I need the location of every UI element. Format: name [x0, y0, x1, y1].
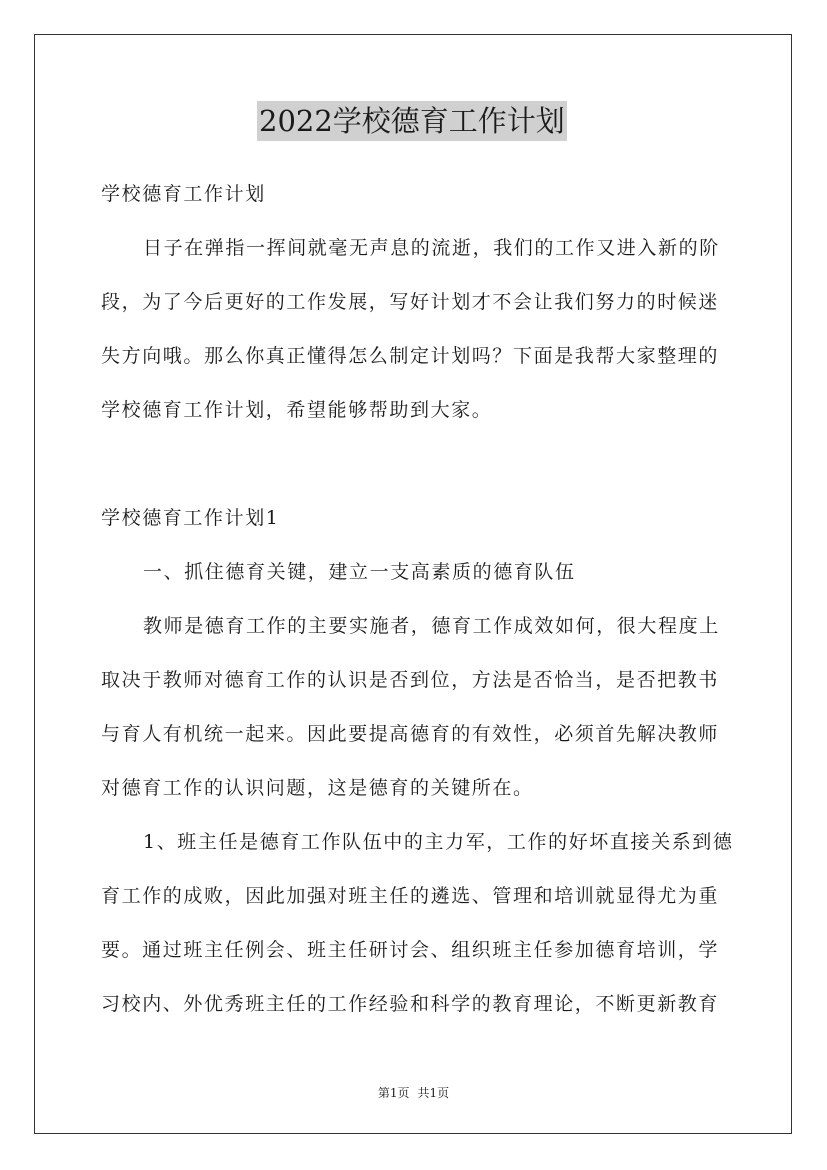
section-heading: 学校德育工作计划1 [101, 507, 280, 529]
page-number: 第1页 [377, 1086, 410, 1100]
para1-line-3: 与育人有机统一起来。因此要提高德育的有效性，必须首先解决教师 [101, 723, 720, 745]
document-title: 2022学校德育工作计划 [257, 101, 567, 141]
point-heading: 一、抓住德育关键，建立一支高素质的德育队伍 [143, 561, 576, 583]
para2-line-2: 育工作的成败，因此加强对班主任的遴选、管理和培训就显得尤为重 [101, 885, 720, 907]
para2-line-1: 1、班主任是德育工作队伍中的主力军，工作的好坏直接关系到德 [143, 831, 734, 853]
intro-line-1: 日子在弹指一挥间就毫无声息的流逝，我们的工作又进入新的阶 [143, 237, 720, 259]
para1-line-4: 对德育工作的认识问题，这是德育的关键所在。 [101, 777, 534, 799]
para1-line-1: 教师是德育工作的主要实施者，德育工作成效如何，很大程度上 [143, 615, 720, 637]
subtitle: 学校德育工作计划 [101, 183, 266, 205]
intro-line-2: 段，为了今后更好的工作发展，写好计划才不会让我们努力的时候迷 [101, 291, 720, 313]
intro-line-4: 学校德育工作计划，希望能够帮助到大家。 [101, 399, 493, 421]
para2-line-4: 习校内、外优秀班主任的工作经验和科学的教育理论，不断更新教育 [101, 993, 720, 1015]
page-total: 共1页 [417, 1086, 450, 1100]
page-footer [0, 1085, 827, 1101]
para1-line-2: 取决于教师对德育工作的认识是否到位，方法是否恰当，是否把教书 [101, 669, 720, 691]
intro-line-3: 失方向哦。那么你真正懂得怎么制定计划吗？下面是我帮大家整理的 [101, 345, 720, 367]
para2-line-3: 要。通过班主任例会、班主任研讨会、组织班主任参加德育培训，学 [101, 939, 720, 961]
